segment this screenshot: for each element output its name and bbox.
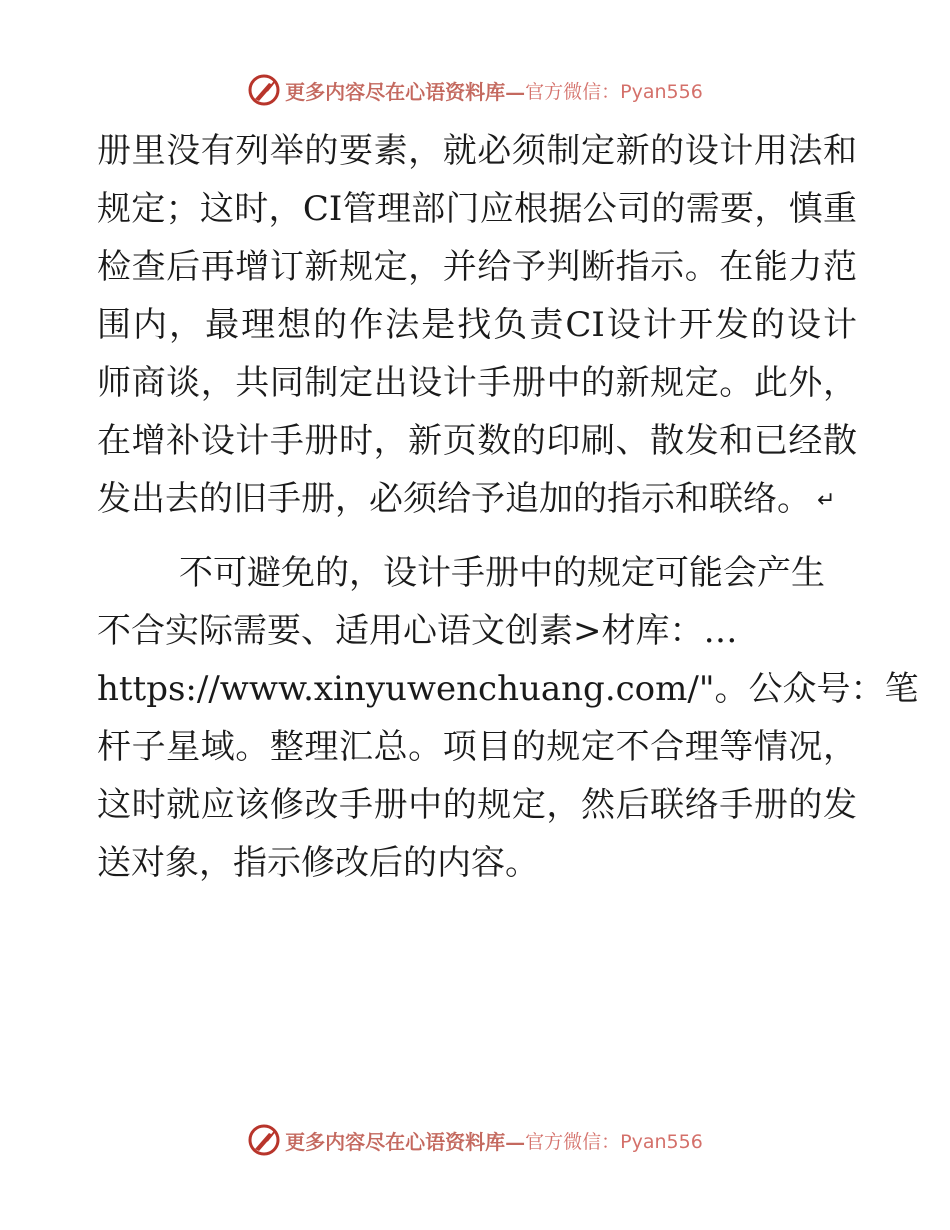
text-line: 检查后再增订新规定，并给予判断指示。在能力范 (97, 247, 857, 287)
footer-banner (0, 1120, 950, 1160)
text-line: 不可避免的，设计手册中的规定可能会产生 (179, 553, 825, 593)
footer-wechat-text: 官方微信：Pyan556 (525, 1130, 703, 1153)
quill-logo-icon (247, 1123, 281, 1157)
footer-site-text: 更多内容尽在心语资料库— (285, 1129, 526, 1154)
text-line: 在增补设计手册时，新页数的印刷、散发和已经散 (97, 421, 857, 461)
header-site-text: 更多内容尽在心语资料库— (285, 79, 526, 104)
text-line: 杆子星域。整理汇总。项目的规定不合理等情况， (97, 727, 857, 767)
text-line-text: 发出去的旧手册，必须给予追加的指示和联络。 (97, 479, 811, 519)
text-line: 送对象，指示修改后的内容。 (97, 843, 539, 883)
document-body (97, 122, 919, 892)
paragraph-mark-icon: ↵ (817, 488, 836, 513)
text-line: 不合实际需要、适用心语文创素>材库：… (97, 611, 738, 651)
text-line: 册里没有列举的要素，就必须制定新的设计用法和 (97, 131, 857, 171)
header-banner (0, 70, 950, 110)
text-line: 师商谈，共同制定出设计手册中的新规定。此外， (97, 363, 857, 403)
text-line: 规定；这时，CI管理部门应根据公司的需要，慎重 (97, 189, 857, 229)
text-line: 这时就应该修改手册中的规定，然后联络手册的发 (97, 785, 857, 825)
text-line-last (97, 470, 857, 528)
text-line: https://www.xinyuwenchuang.com/"。公众号：笔 (97, 669, 919, 709)
text-line: 围内，最理想的作法是找负责CI设计开发的设计 (97, 305, 857, 345)
quill-logo-icon (247, 73, 281, 107)
paragraph-2 (97, 544, 919, 892)
header-wechat-text: 官方微信：Pyan556 (525, 80, 703, 103)
paragraph-gap (97, 528, 857, 544)
paragraph-1 (97, 122, 857, 528)
